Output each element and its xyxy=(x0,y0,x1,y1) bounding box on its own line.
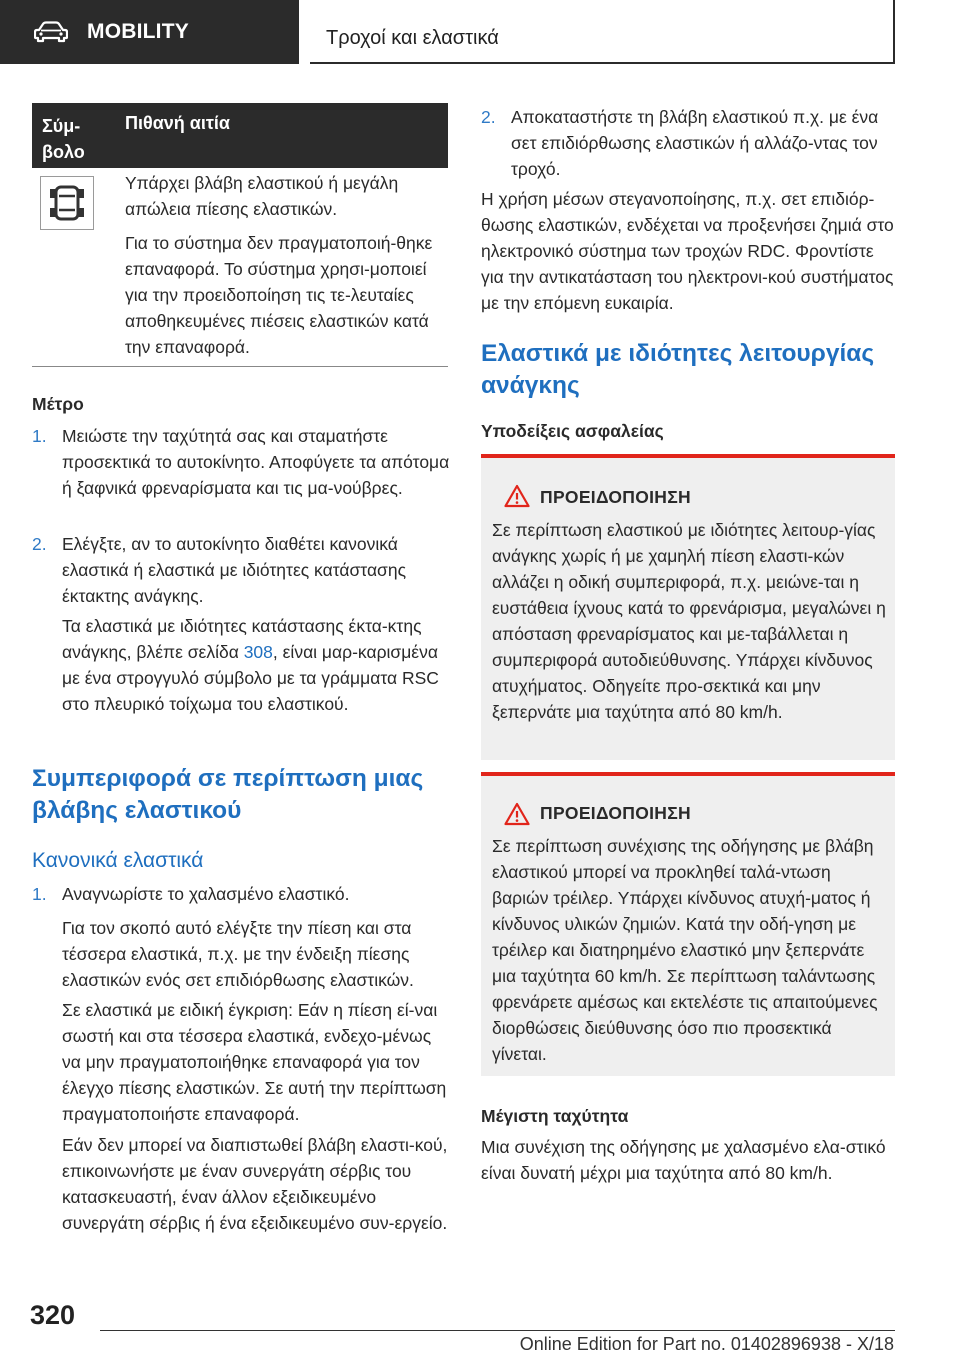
identify-step-detail-1: Για τον σκοπό αυτό ελέγξτε την πίεση και στα τέσσερα ελαστικά, π.χ. με την ένδειξη πίεσης ελαστικών ενός σετ επιδιόρθωσης ελαστικών. xyxy=(62,918,414,990)
step-number: 2. xyxy=(481,107,496,127)
warning-title: ΠΡΟΕΙΔΟΠΟΙΗΣΗ xyxy=(540,487,691,507)
warning-title: ΠΡΟΕΙΔΟΠΟΙΗΣΗ xyxy=(540,803,691,823)
warning-box-1 xyxy=(481,454,895,760)
step-2-note-post: , είναι μαρ-καρισμένα με ένα στρογγυλό σύμβολο με τα γράμματα RSC στο πλευρικό τοίχωμα του ελαστικού. xyxy=(62,642,439,714)
footer-edition: Online Edition for Part no. 01402896938 - X/18 xyxy=(519,1334,894,1354)
table-header xyxy=(32,103,448,168)
chapter-title: Τροχοί και ελαστικά xyxy=(326,27,499,49)
warning-text: Σε περίπτωση συνέχισης της οδήγησης με βλάβη ελαστικού μπορεί να προκληθεί ταλά-ντωση βαριών τρέιλερ. Υπάρχει κίνδυνος ατυχή-ματος ή κίνδυνος υλικών ζημιών. Κατά την οδή-γηση με τρέιλερ και διατηρημένο ελαστικό μην ξεπερνάτε μια ταχύτητα 60 km/h. Σε περίπτωση ταλάντωσης φρενάρετε αμέσως και εκτελέστε τις απαιτούμενες διορθώσεις διεύθυνσης όσο πιο προσεκτικά γίνεται. xyxy=(492,836,878,1064)
step-2-text: Ελέγξτε, αν το αυτοκίνητο διαθέτει κανονικά ελαστικά ή ελαστικά με ιδιότητες κατάστασης έκτακτης ανάγκης. xyxy=(62,534,407,606)
warning-box-2 xyxy=(481,772,895,1076)
page-header xyxy=(310,0,895,64)
car-icon xyxy=(34,21,68,43)
cause-text-2: Για το σύστημα δεν πραγματοποιή-θηκε επαναφορά. Το σύστημα χρησι-μοποιεί για την προειδοποίηση τις τε-λευταίες αποθηκευμένες πιέσεις ελαστικών κατά την επαναφορά. xyxy=(125,233,433,357)
measure-heading: Μέτρο xyxy=(32,394,84,414)
section-heading-runflat: Ελαστικά με ιδιότητες λειτουργίας ανάγκης xyxy=(481,340,875,399)
table-divider xyxy=(32,366,448,367)
warning-text: Σε περίπτωση ελαστικού με ιδιότητες λειτουρ-γίας ανάγκης χωρίς ή με χαμηλή πίεση ελαστι-κών αλλάζει η οδική συμπεριφορά, π.χ. μειώνε-ται η ευστάθεια ίχνους κατά το φρενάρισμα, μεγαλώνει η απόσταση φρεναρίσματος και με-ταβάλλεται η συμπεριφορά αυτοδιεύθυνσης. Υπάρχει κίνδυνος ατυχήματος. Οδηγείτε προ-σεκτικά και μην ξεπερνάτε μια ταχύτητα από 80 km/h. xyxy=(492,520,886,722)
footer-divider xyxy=(100,1330,895,1331)
step-2-note-pre: Τα ελαστικά με ιδιότητες κατάστασης έκτα-κτης ανάγκης, βλέπε σελίδα xyxy=(62,616,422,662)
identify-step-detail-3: Εάν δεν μπορεί να διαπιστωθεί βλάβη ελαστι-κού, επικοινωνήστε με έναν συνεργάτη σέρβις του κατασκευαστή, έναν άλλον εξειδικευμένο συνεργάτη σέρβις ή ένα εξειδικευμένο συν-εργείο. xyxy=(62,1135,448,1233)
step-number: 2. xyxy=(32,534,47,554)
cause-text-1: Υπάρχει βλάβη ελαστικού ή μεγάλη απώλεια πίεσης ελαστικών. xyxy=(125,173,399,219)
warning-triangle-icon xyxy=(504,484,530,508)
table-col-cause: Πιθανή αιτία xyxy=(125,113,230,133)
max-speed-text: Μια συνέχιση της οδήγησης με χαλασμένο ελα-στικό είναι δυνατή μέχρι μια ταχύτητα από 80 km/h. xyxy=(481,1137,886,1183)
warning-triangle-icon xyxy=(504,802,530,826)
table-cause-cell xyxy=(125,170,447,368)
safety-notes-heading: Υποδείξεις ασφαλείας xyxy=(481,421,664,441)
step-2-note xyxy=(62,613,450,717)
section-label: MOBILITY xyxy=(87,20,189,43)
max-speed-heading: Μέγιστη ταχύτητα xyxy=(481,1106,629,1126)
identify-step-detail-2: Σε ελαστικά με ειδική έγκριση: Εάν η πίεση εί-ναι σωστή και στα τέσσερα ελαστικά, ενδεχο-μένως να μην πραγματοποιήθηκε επαναφορά για τον έλεγχο πίεσης ελαστικών. Σε αυτή την περίπτωση πραγματοποιήστε επαναφορά. xyxy=(62,1000,447,1124)
page-number: 320 xyxy=(30,1300,76,1330)
step-number: 1. xyxy=(32,884,47,904)
rdc-paragraph: Η χρήση μέσων στεγανοποίησης, π.χ. σετ επιδιόρ-θωσης ελαστικών, ενδέχεται να προξενήσει ζημιά στο ηλεκτρονικό σύστημα των τροχών RDC. Φροντίστε για την αντικατάσταση του ηλεκτρονι-κού συστήματος με την επόμενη ευκαιρία. xyxy=(481,189,894,313)
section-tab xyxy=(0,0,299,64)
page-reference-link[interactable]: 308 xyxy=(243,642,273,662)
identify-step-text: Αναγνωρίστε το χαλασμένο ελαστικό. xyxy=(62,884,350,904)
step-1-text: Μειώστε την ταχύτητά σας και σταματήστε προσεκτικά το αυτοκίνητο. Αποφύγετε τα απότομα ή ξαφνικά φρεναρίσματα και τις μα-νούβρες. xyxy=(62,426,450,498)
subheading-normal-tires: Κανονικά ελαστικά xyxy=(32,849,204,872)
tire-pressure-warning-icon xyxy=(40,176,94,230)
section-heading-behavior: Συμπεριφορά σε περίπτωση μιας βλάβης ελαστικού xyxy=(32,765,424,824)
step-number: 1. xyxy=(32,426,47,446)
table-col-symbol: Σύμ- βολο xyxy=(42,116,85,162)
repair-step-text: Αποκαταστήστε τη βλάβη ελαστικού π.χ. με ένα σετ επιδιόρθωσης ελαστικών ή αλλάζο-ντας τον τροχό. xyxy=(511,107,879,179)
